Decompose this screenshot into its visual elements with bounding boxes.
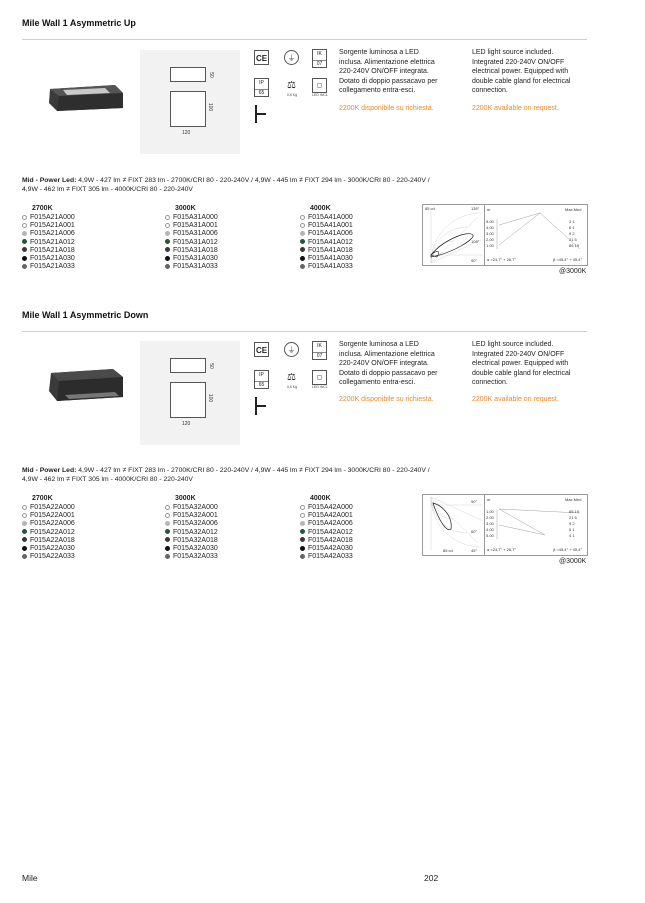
- svg-text:3 1: 3 1: [569, 219, 575, 224]
- color-temp-heading: 4000K: [310, 495, 331, 502]
- product-code-row: [165, 553, 218, 561]
- product-code-row: [300, 512, 353, 520]
- product-code: F015A32A012: [173, 528, 218, 536]
- product-photo: [45, 363, 125, 405]
- product-code: F015A21A033: [30, 263, 75, 271]
- isolux-max-label: Max Med: [565, 207, 582, 212]
- product-code-row: [300, 263, 353, 271]
- finish-color-swatch: [22, 223, 27, 228]
- product-code: F015A22A000: [30, 504, 75, 511]
- product-code-row: [300, 537, 353, 545]
- svg-text:3.00: 3.00: [486, 231, 494, 236]
- product-code-row: [300, 230, 353, 238]
- finish-color-swatch: [165, 223, 170, 228]
- ip-rating-icon: IP 65: [254, 370, 269, 389]
- product-code: F015A31A001: [173, 222, 218, 230]
- finish-color-swatch: [300, 513, 305, 518]
- product-code-row: [165, 263, 218, 271]
- product-title: Mile Wall 1 Asymmetric Up: [22, 18, 136, 28]
- product-code: F015A22A018: [30, 536, 75, 544]
- finish-color-swatch: [22, 554, 27, 559]
- svg-text:α =24,7° + 26,7°: α =24,7° + 26,7°: [487, 547, 517, 552]
- product-code-row: [165, 537, 218, 545]
- product-code: F015A22A033: [30, 553, 75, 561]
- svg-text:β =45,4° + 45,4°: β =45,4° + 45,4°: [553, 547, 583, 552]
- led-icon: ▢: [312, 370, 327, 385]
- product-code: F015A42A000: [308, 504, 353, 511]
- weight-icon: ⚖: [284, 78, 299, 93]
- photometry-temp: @3000K: [559, 558, 587, 565]
- svg-text:9 2: 9 2: [569, 231, 575, 236]
- color-temp-heading: 4000K: [310, 205, 331, 212]
- svg-text:2.00: 2.00: [486, 237, 494, 242]
- led-label: LED INCL: [312, 385, 328, 389]
- product-code-row: [22, 512, 75, 520]
- product-code: F015A41A001: [308, 222, 353, 230]
- product-code-row: [300, 247, 353, 255]
- dim-width: 120: [182, 130, 191, 136]
- drawing-top-view: [170, 358, 206, 373]
- technical-drawing: [140, 50, 240, 154]
- finish-color-swatch: [22, 239, 27, 244]
- polar-angle-mid: 105°: [471, 239, 480, 244]
- product-code: F015A42A018: [308, 536, 353, 544]
- product-code: F015A22A030: [30, 545, 75, 552]
- product-code: F015A41A033: [308, 263, 353, 271]
- product-code: F015A41A018: [308, 246, 353, 254]
- ip-rating-icon: IP 65: [254, 78, 269, 97]
- svg-text:4.00: 4.00: [486, 527, 494, 532]
- product-code-row: [165, 504, 218, 512]
- finish-color-swatch: [300, 264, 305, 269]
- finish-color-swatch: [165, 239, 170, 244]
- svg-text:1.00: 1.00: [486, 243, 494, 248]
- product-code: F015A21A006: [30, 230, 75, 238]
- product-code: F015A22A006: [30, 520, 75, 528]
- product-code-row: [22, 222, 75, 230]
- svg-text:85 19: 85 19: [569, 243, 580, 248]
- finish-color-swatch: [300, 529, 305, 534]
- product-code: F015A31A000: [173, 214, 218, 221]
- finish-color-swatch: [165, 215, 170, 220]
- photometry-temp: @3000K: [559, 268, 587, 275]
- product-code-row: [22, 214, 75, 222]
- svg-text:5.00: 5.00: [486, 219, 494, 224]
- product-code: F015A32A030: [173, 545, 218, 552]
- svg-text:1.00: 1.00: [486, 509, 494, 514]
- product-code: F015A42A001: [308, 512, 353, 520]
- svg-text:2.00: 2.00: [486, 515, 494, 520]
- led-specs: Mid - Power Led: 4,9W - 427 lm ≠ FIXT 283 lm - 2700K/CRI 80 - 220-240V / 4,9W - 445 lm ≠ FIXT 294 lm - 3000K/CRI 80 - 220-240V / 4,9W - 462 lm ≠ FIXT 305 lm - 4000K/CRI 80 - 220-240V: [22, 467, 430, 483]
- finish-color-swatch: [300, 521, 305, 526]
- ik-rating-icon: IK 07: [312, 49, 327, 68]
- product-code-row: [300, 214, 353, 222]
- product-code-row: [22, 545, 75, 553]
- product-code: F015A32A000: [173, 504, 218, 511]
- product-code-row: [22, 504, 75, 512]
- finish-color-swatch: [165, 521, 170, 526]
- drawing-top-view: [170, 67, 206, 82]
- note-it: 2200K disponibile su richiesta.: [339, 105, 434, 112]
- color-temp-heading: 2700K: [32, 495, 53, 502]
- svg-text:9 2: 9 2: [569, 521, 575, 526]
- svg-text:3.00: 3.00: [486, 521, 494, 526]
- finish-color-swatch: [165, 231, 170, 236]
- finish-color-swatch: [22, 215, 27, 220]
- led-specs: Mid - Power Led: 4,9W - 427 lm ≠ FIXT 283 lm - 2700K/CRI 80 - 220-240V / 4,9W - 445 lm ≠ FIXT 294 lm - 3000K/CRI 80 - 220-240V / 4,9W - 462 lm ≠ FIXT 305 lm - 4000K/CRI 80 - 220-240V: [22, 177, 430, 193]
- product-code: F015A21A030: [30, 255, 75, 262]
- finish-color-swatch: [22, 256, 27, 261]
- dim-height-side: 100: [207, 102, 214, 112]
- product-code-row: [22, 537, 75, 545]
- led-label: LED INCL: [312, 93, 328, 97]
- description-en: LED light source included. Integrated 220-240V ON/OFF electrical power. Equipped with double cable gland for electrical connection.: [472, 49, 571, 95]
- dim-height-side: 100: [207, 393, 214, 403]
- finish-color-swatch: [165, 247, 170, 252]
- product-code-row: [300, 553, 353, 561]
- polar-angle-top: 135°: [471, 206, 480, 211]
- finish-color-swatch: [300, 537, 305, 542]
- product-code: F015A32A001: [173, 512, 218, 520]
- note-it: 2200K disponibile su richiesta.: [339, 396, 434, 403]
- finish-color-swatch: [165, 554, 170, 559]
- finish-color-swatch: [22, 505, 27, 510]
- color-temp-heading: 3000K: [175, 495, 196, 502]
- finish-color-swatch: [22, 521, 27, 526]
- color-temp-heading: 2700K: [32, 205, 53, 212]
- product-code-row: [165, 214, 218, 222]
- finish-color-swatch: [22, 546, 27, 551]
- wall-mount-icon: [254, 104, 268, 124]
- product-code-row: [300, 520, 353, 528]
- product-code: F015A31A012: [173, 238, 218, 246]
- product-code-row: [300, 545, 353, 553]
- product-code: F015A32A018: [173, 536, 218, 544]
- product-code: F015A41A012: [308, 238, 353, 246]
- finish-color-swatch: [22, 529, 27, 534]
- drawing-front-view: [170, 382, 206, 418]
- product-code: F015A41A030: [308, 255, 353, 262]
- product-code-row: [22, 239, 75, 247]
- product-code: F015A42A033: [308, 553, 353, 561]
- svg-text:21 5: 21 5: [569, 237, 577, 242]
- product-code: F015A31A033: [173, 263, 218, 271]
- isolux-diagram: [484, 204, 588, 266]
- product-code: F015A32A006: [173, 520, 218, 528]
- technical-drawing: [140, 341, 240, 445]
- finish-color-swatch: [165, 505, 170, 510]
- weight-label: 0,6 Kg: [286, 385, 298, 389]
- svg-text:m: m: [487, 207, 491, 212]
- product-code-row: [300, 239, 353, 247]
- product-code-row: [165, 512, 218, 520]
- weight-icon: ⚖: [284, 370, 299, 385]
- isolux-diagram: [484, 494, 588, 556]
- product-code-row: [165, 545, 218, 553]
- product-code-row: [22, 263, 75, 271]
- product-code: F015A31A030: [173, 255, 218, 262]
- finish-color-swatch: [300, 554, 305, 559]
- svg-text:m: m: [487, 497, 491, 502]
- product-code: F015A22A001: [30, 512, 75, 520]
- product-code-row: [300, 529, 353, 537]
- finish-color-swatch: [300, 505, 305, 510]
- product-code-row: [165, 529, 218, 537]
- product-code: F015A42A030: [308, 545, 353, 552]
- finish-color-swatch: [22, 264, 27, 269]
- finish-color-swatch: [22, 247, 27, 252]
- product-code-row: [300, 222, 353, 230]
- product-code-row: [165, 222, 218, 230]
- svg-text:4 1: 4 1: [569, 533, 575, 538]
- isolux-max-label: Max Med: [565, 497, 582, 502]
- ik-rating-icon: IK 07: [312, 341, 327, 360]
- product-code: F015A22A012: [30, 528, 75, 536]
- product-code-row: [22, 553, 75, 561]
- svg-text:α =24,7° + 26,7°: α =24,7° + 26,7°: [487, 257, 517, 262]
- finish-color-swatch: [300, 231, 305, 236]
- note-en: 2200K available on request.: [472, 396, 559, 403]
- product-code: F015A32A033: [173, 553, 218, 561]
- product-code: F015A21A000: [30, 214, 75, 221]
- product-code-row: [22, 247, 75, 255]
- finish-color-swatch: [22, 231, 27, 236]
- product-code: F015A21A018: [30, 246, 75, 254]
- color-temp-heading: 3000K: [175, 205, 196, 212]
- finish-color-swatch: [300, 215, 305, 220]
- finish-color-swatch: [165, 546, 170, 551]
- product-code: F015A21A001: [30, 222, 75, 230]
- finish-color-swatch: [300, 546, 305, 551]
- ground-icon: ⏚: [284, 50, 299, 65]
- finish-color-swatch: [165, 264, 170, 269]
- footer-section-name: Mile: [22, 873, 38, 883]
- product-code-row: [165, 247, 218, 255]
- weight-label: 0,6 Kg: [286, 93, 298, 97]
- finish-color-swatch: [300, 239, 305, 244]
- polar-angle-bot: 90°: [471, 258, 478, 263]
- drawing-front-view: [170, 91, 206, 127]
- finish-color-swatch: [165, 256, 170, 261]
- note-en: 2200K available on request.: [472, 105, 559, 112]
- dim-height-top: 50: [207, 363, 214, 369]
- description-it: Sorgente luminosa a LED inclusa. Alimentazione elettrica 220-240V ON/OFF integrata. Dotato di doppio passacavo per collegamento entra-esci.: [339, 341, 438, 387]
- product-code: F015A42A012: [308, 528, 353, 536]
- svg-text:85 19: 85 19: [569, 509, 580, 514]
- svg-text:5 1: 5 1: [569, 527, 575, 532]
- dim-width: 120: [182, 421, 191, 427]
- divider: [22, 39, 587, 40]
- wall-mount-icon: [254, 396, 268, 416]
- finish-color-swatch: [165, 513, 170, 518]
- product-code: F015A41A000: [308, 214, 353, 221]
- description-en: LED light source included. Integrated 220-240V ON/OFF electrical power. Equipped with double cable gland for electrical connection.: [472, 341, 571, 387]
- product-code-row: [22, 230, 75, 238]
- product-code-row: [165, 520, 218, 528]
- product-code: F015A42A006: [308, 520, 353, 528]
- product-code-row: [300, 504, 353, 512]
- product-code-row: [165, 255, 218, 263]
- polar-diagram: [422, 204, 486, 266]
- ce-icon: CE: [254, 342, 269, 357]
- finish-color-swatch: [165, 537, 170, 542]
- svg-text:6 1: 6 1: [569, 225, 575, 230]
- svg-text:4.00: 4.00: [486, 225, 494, 230]
- svg-text:21 5: 21 5: [569, 515, 577, 520]
- product-code-row: [22, 255, 75, 263]
- product-code-row: [165, 239, 218, 247]
- product-code-row: [165, 230, 218, 238]
- polar-cd-label: 85 cd: [443, 548, 453, 553]
- finish-color-swatch: [165, 529, 170, 534]
- polar-angle-mid: 60°: [471, 529, 478, 534]
- finish-color-swatch: [300, 223, 305, 228]
- product-code-row: [22, 520, 75, 528]
- product-code: F015A31A006: [173, 230, 218, 238]
- svg-text:5.00: 5.00: [486, 533, 494, 538]
- product-code: F015A41A006: [308, 230, 353, 238]
- product-title: Mile Wall 1 Asymmetric Down: [22, 310, 149, 320]
- polar-angle-bot: 45°: [471, 548, 478, 553]
- finish-color-swatch: [22, 513, 27, 518]
- finish-color-swatch: [300, 247, 305, 252]
- polar-cd-label: 85 cd: [425, 206, 435, 211]
- dim-height-top: 50: [207, 72, 214, 78]
- product-code-row: [22, 529, 75, 537]
- description-it: Sorgente luminosa a LED inclusa. Alimentazione elettrica 220-240V ON/OFF integrata. Dotato di doppio passacavo per collegamento entra-esci.: [339, 49, 438, 95]
- product-code-row: [300, 255, 353, 263]
- product-code: F015A31A018: [173, 246, 218, 254]
- led-icon: ▢: [312, 78, 327, 93]
- polar-angle-top: 90°: [471, 499, 478, 504]
- product-code: F015A21A012: [30, 238, 75, 246]
- divider: [22, 331, 587, 332]
- ground-icon: ⏚: [284, 342, 299, 357]
- svg-text:β =45,4° + 45,4°: β =45,4° + 45,4°: [553, 257, 583, 262]
- footer-page-number: 202: [424, 873, 439, 883]
- finish-color-swatch: [22, 537, 27, 542]
- product-photo: [45, 75, 125, 115]
- polar-diagram: [422, 494, 486, 556]
- finish-color-swatch: [300, 256, 305, 261]
- ce-icon: CE: [254, 50, 269, 65]
